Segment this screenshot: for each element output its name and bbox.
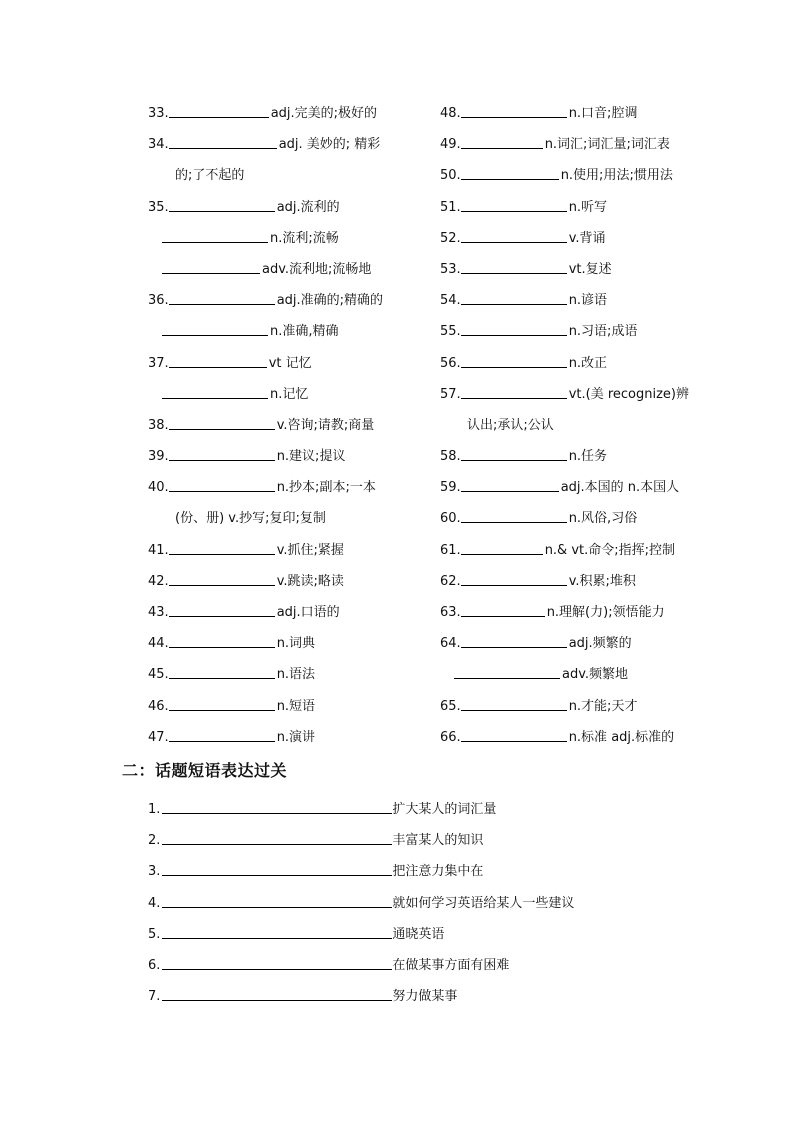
vocab-line	[440, 691, 690, 722]
vocab-line	[148, 410, 418, 441]
item-number: 63.	[440, 605, 461, 620]
definition: n.短语	[276, 698, 316, 714]
answer-blank[interactable]	[461, 291, 567, 305]
vocab-line	[148, 223, 418, 254]
item-number: 59.	[440, 480, 461, 496]
answer-blank[interactable]	[461, 166, 559, 180]
answer-blank[interactable]	[461, 541, 543, 555]
answer-blank[interactable]	[461, 697, 567, 711]
item-number: 41.	[148, 542, 169, 558]
vocab-line	[148, 192, 418, 223]
vocab-line	[440, 379, 690, 410]
item-number: 65.	[440, 698, 461, 714]
item-number: 39.	[148, 449, 169, 465]
definition: n.& vt.命令;指挥;控制	[544, 542, 676, 558]
definition-continuation: 认出;承认;公认	[467, 417, 554, 433]
definition: n.准确,精确	[270, 324, 339, 340]
answer-blank[interactable]	[162, 260, 260, 274]
answer-blank[interactable]	[454, 665, 560, 679]
phrase-meaning: 丰富某人的知识	[392, 833, 484, 849]
answer-blank[interactable]	[169, 541, 275, 555]
answer-blank[interactable]	[461, 354, 567, 368]
definition: v.咨询;请教;商量	[276, 417, 375, 433]
item-number: 62.	[440, 573, 461, 589]
vocab-line	[440, 129, 690, 160]
right-vocab-column	[440, 98, 690, 753]
vocab-line	[440, 722, 690, 753]
item-number: 55.	[440, 324, 461, 340]
definition: adj.频繁的	[568, 636, 632, 652]
vocab-line	[440, 254, 690, 285]
definition: adj.口语的	[276, 605, 340, 620]
answer-blank[interactable]	[461, 104, 567, 118]
vocab-line	[440, 566, 690, 597]
item-number: 48.	[440, 106, 461, 121]
definition: n.听写	[568, 199, 608, 215]
vocab-line	[148, 535, 418, 566]
answer-blank[interactable]	[461, 198, 567, 212]
item-number: 47.	[148, 729, 169, 745]
phrase-number: 6.	[148, 957, 161, 973]
phrase-item	[148, 794, 668, 825]
phrase-meaning: 把注意力集中在	[392, 864, 484, 880]
answer-blank[interactable]	[461, 229, 567, 243]
phrase-number: 5.	[148, 926, 161, 942]
item-number: 53.	[440, 261, 461, 277]
vocab-line	[440, 659, 690, 690]
vocab-line	[148, 597, 418, 628]
definition: n.词典	[276, 636, 316, 652]
phrase-meaning: 就如何学习英语给某人一些建议	[392, 895, 575, 911]
answer-blank[interactable]	[169, 603, 275, 617]
definition: n.建议;提议	[276, 449, 346, 465]
vocab-line	[148, 472, 418, 503]
vocab-line	[148, 316, 418, 347]
phrase-number: 2.	[148, 833, 161, 849]
phrase-list	[148, 794, 668, 1012]
definition: v.跳读;略读	[276, 573, 344, 589]
definition: n.口音;腔调	[568, 106, 638, 121]
answer-blank[interactable]	[461, 478, 559, 492]
answer-blank[interactable]	[461, 634, 567, 648]
vocab-line	[148, 160, 418, 191]
phrase-answer-blank[interactable]	[162, 956, 392, 970]
answer-blank[interactable]	[169, 447, 275, 461]
section-title: 二：话题短语表达过关	[122, 761, 288, 780]
answer-blank[interactable]	[461, 385, 567, 399]
answer-blank[interactable]	[162, 385, 268, 399]
definition: adj. 美妙的; 精彩	[278, 137, 381, 153]
vocab-line	[148, 379, 418, 410]
item-number: 61.	[440, 542, 461, 558]
definition: v.抓住;紧握	[276, 542, 344, 558]
vocab-line	[148, 503, 418, 534]
item-number: 58.	[440, 449, 461, 465]
definition: n.抄本;副本;一本	[276, 480, 376, 496]
phrase-meaning: 扩大某人的词汇量	[392, 802, 497, 817]
item-number: 37.	[148, 355, 169, 371]
answer-blank[interactable]	[169, 728, 275, 742]
definition: vt.(美 recognize)辨	[568, 386, 689, 402]
vocab-line	[440, 410, 690, 441]
phrase-item	[148, 856, 668, 887]
definition: n.词汇;词汇量;词汇表	[544, 137, 670, 153]
phrase-answer-blank[interactable]	[162, 894, 392, 908]
phrase-answer-blank[interactable]	[162, 800, 392, 814]
item-number: 52.	[440, 230, 461, 246]
vocab-line	[440, 628, 690, 659]
answer-blank[interactable]	[169, 104, 269, 118]
phrase-item	[148, 919, 668, 950]
answer-blank[interactable]	[461, 603, 545, 617]
phrase-item	[148, 950, 668, 981]
definition: n.语法	[276, 667, 316, 683]
vocab-line	[148, 129, 418, 160]
answer-blank[interactable]	[169, 198, 275, 212]
answer-blank[interactable]	[169, 478, 275, 492]
vocab-line	[440, 535, 690, 566]
definition: vt.复述	[568, 261, 612, 277]
item-number: 33.	[148, 106, 169, 121]
definition: n.才能;天才	[568, 698, 638, 714]
answer-blank[interactable]	[461, 260, 567, 274]
answer-blank[interactable]	[461, 447, 567, 461]
item-number: 34.	[148, 137, 169, 153]
item-number: 54.	[440, 293, 461, 309]
phrase-number: 7.	[148, 989, 161, 1005]
answer-blank[interactable]	[169, 135, 277, 149]
definition: n.演讲	[276, 729, 316, 745]
definition: n.谚语	[568, 293, 608, 309]
phrase-meaning: 通晓英语	[392, 926, 445, 942]
answer-blank[interactable]	[461, 509, 567, 523]
item-number: 50.	[440, 168, 461, 184]
vocab-line	[148, 628, 418, 659]
phrase-answer-blank[interactable]	[162, 925, 392, 939]
vocab-line	[148, 659, 418, 690]
vocab-line	[440, 98, 690, 129]
definition: n.任务	[568, 449, 608, 465]
vocab-line	[440, 503, 690, 534]
definition: n.理解(力);领悟能力	[546, 605, 665, 620]
definition: n.流利;流畅	[270, 230, 339, 246]
answer-blank[interactable]	[169, 354, 267, 368]
vocab-line	[440, 223, 690, 254]
phrase-number: 1.	[148, 802, 161, 817]
item-number: 40.	[148, 480, 169, 496]
definition: adj.完美的;极好的	[270, 106, 378, 121]
item-number: 64.	[440, 636, 461, 652]
vocab-line	[148, 722, 418, 753]
answer-blank[interactable]	[169, 665, 275, 679]
vocab-line	[440, 192, 690, 223]
vocab-line	[148, 441, 418, 472]
phrase-item	[148, 888, 668, 919]
answer-blank[interactable]	[162, 322, 268, 336]
answer-blank[interactable]	[461, 572, 567, 586]
definition: n.习语;成语	[568, 324, 638, 340]
definition: n.记忆	[270, 386, 309, 402]
definition: n.风俗,习俗	[568, 511, 638, 527]
answer-blank[interactable]	[169, 697, 275, 711]
phrase-item	[148, 981, 668, 1012]
answer-blank[interactable]	[169, 572, 275, 586]
phrase-item	[148, 825, 668, 856]
definition: vt 记忆	[268, 355, 312, 371]
item-number: 42.	[148, 573, 169, 589]
definition-continuation: (份、册) v.抄写;复印;复制	[175, 511, 326, 527]
vocab-line	[440, 348, 690, 379]
definition: v.背诵	[568, 230, 606, 246]
definition: v.积累;堆积	[568, 573, 636, 589]
answer-blank[interactable]	[461, 728, 567, 742]
item-number: 60.	[440, 511, 461, 527]
phrase-meaning: 在做某事方面有困难	[392, 957, 510, 973]
vocab-line	[440, 597, 690, 628]
vocab-line	[440, 316, 690, 347]
item-number: 66.	[440, 729, 461, 745]
definition: adj.本国的 n.本国人	[560, 480, 680, 496]
item-number: 43.	[148, 605, 169, 620]
item-number: 57.	[440, 386, 461, 402]
answer-blank[interactable]	[169, 634, 275, 648]
item-number: 45.	[148, 667, 169, 683]
vocab-line	[440, 285, 690, 316]
vocab-line	[440, 441, 690, 472]
vocab-line	[148, 98, 418, 129]
definition: adv.频繁地	[562, 667, 629, 683]
vocab-line	[440, 160, 690, 191]
answer-blank[interactable]	[461, 135, 543, 149]
vocab-line	[148, 285, 418, 316]
phrase-meaning: 努力做某事	[392, 989, 458, 1005]
definition: adv.流利地;流畅地	[262, 261, 372, 277]
item-number: 44.	[148, 636, 169, 652]
answer-blank[interactable]	[169, 291, 275, 305]
definition: adj.准确的;精确的	[276, 293, 384, 309]
item-number: 46.	[148, 698, 169, 714]
definition: n.改正	[568, 355, 608, 371]
phrase-number: 3.	[148, 864, 161, 880]
item-number: 56.	[440, 355, 461, 371]
phrase-answer-blank[interactable]	[162, 862, 392, 876]
definition: adj.流利的	[276, 199, 340, 215]
answer-blank[interactable]	[162, 229, 268, 243]
vocab-line	[148, 691, 418, 722]
vocab-line	[148, 254, 418, 285]
vocab-line	[148, 566, 418, 597]
phrase-number: 4.	[148, 895, 161, 911]
vocab-line	[148, 348, 418, 379]
answer-blank[interactable]	[461, 322, 567, 336]
definition: n.标准 adj.标准的	[568, 729, 675, 745]
definition: n.使用;用法;惯用法	[560, 168, 673, 184]
item-number: 38.	[148, 417, 169, 433]
left-vocab-column	[148, 98, 418, 753]
vocab-line	[440, 472, 690, 503]
item-number: 49.	[440, 137, 461, 153]
phrase-answer-blank[interactable]	[162, 987, 392, 1001]
phrase-answer-blank[interactable]	[162, 831, 392, 845]
item-number: 36.	[148, 293, 169, 309]
answer-blank[interactable]	[169, 416, 275, 430]
item-number: 51.	[440, 199, 461, 215]
item-number: 35.	[148, 199, 169, 215]
definition-continuation: 的;了不起的	[175, 168, 245, 184]
